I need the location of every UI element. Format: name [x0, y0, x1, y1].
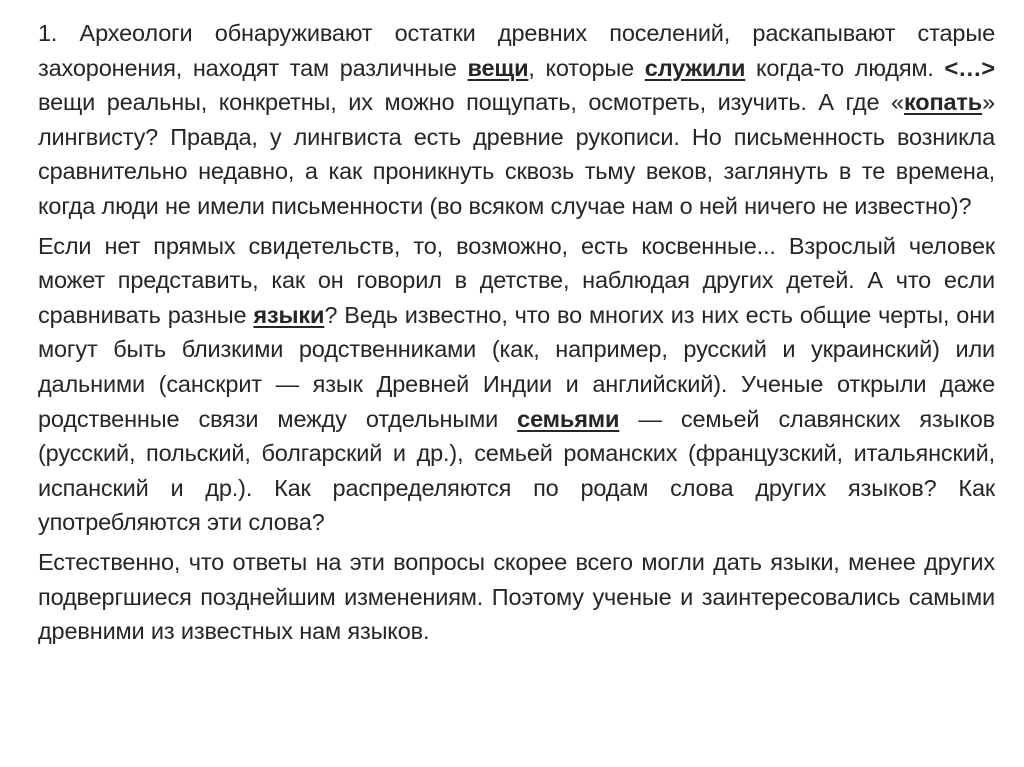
ellipsis-omission: <…>: [944, 54, 995, 81]
text-run: ? Ведь известно, что во многих из них есть общие черты, они могут быть близкими родственниками (как, например, русский и украинский) или дальними (санскрит — язык Древней Индии и английский). Ученые открыли даже родственные связи между отдельными: [38, 301, 995, 432]
text-run: 1. Археологи обнаруживают остатки древних поселений, раскапывают старые захоронения, находят там различные: [38, 20, 995, 81]
paragraph-archaeology: [38, 16, 995, 224]
paragraph-conclusion: [38, 545, 995, 649]
text-run: Естественно, что ответы на эти вопросы скорее всего могли дать языки, менее других подвергшиеся позднейшим изменениям. Поэтому ученые и заинтересовались самыми древними из известных нам языков.: [38, 548, 995, 645]
paragraph-languages: [38, 229, 995, 540]
keyword-semyami: семьями: [517, 405, 620, 432]
text-run: , которые: [528, 54, 645, 81]
keyword-yazyki: языки: [253, 301, 325, 328]
keyword-veshchi: вещи: [467, 54, 529, 81]
text-run: » лингвисту? Правда, у лингвиста есть древние рукописи. Но письменность возникла сравнительно недавно, а как проникнуть сквозь тьму веков, заглянуть в те времена, когда люди не имели письменности (во всяком случае нам о ней ничего не известно)?: [38, 89, 995, 219]
text-run: когда-то людям.: [745, 54, 945, 81]
keyword-sluzhili: служили: [644, 54, 746, 81]
text-run: вещи реальны, конкретны, их можно пощупать, осмотреть, изучить. А где «: [38, 89, 904, 116]
text-run: — семьей славянских языков (русский, польский, болгарский и др.), семьей романских (французский, итальянский, испанский и др.). Как распределяются по родам слова других языков? Как употребляются эти слова?: [38, 405, 995, 536]
keyword-kopat: копать: [903, 89, 983, 116]
slide-text-body: [38, 16, 995, 654]
text-run: Если нет прямых свидетельств, то, возможно, есть косвенные... Взрослый человек может представить, как он говорил в детстве, наблюдая других детей. А что если сравнивать разные: [38, 232, 995, 328]
